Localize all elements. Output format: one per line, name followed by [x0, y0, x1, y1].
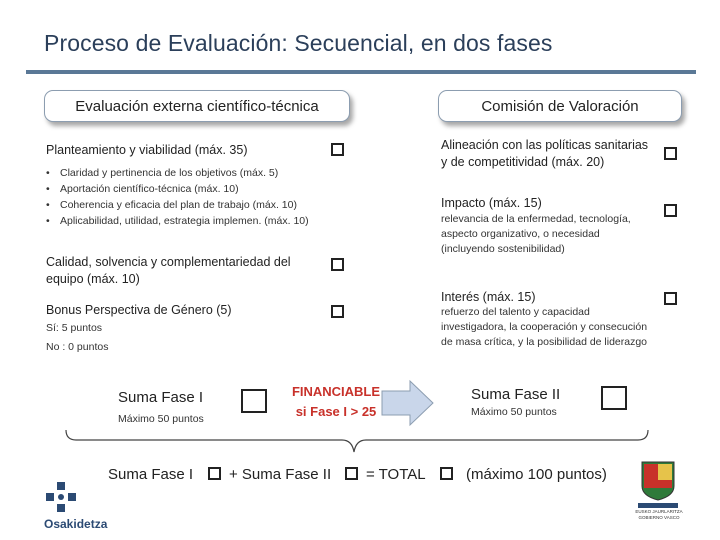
- criterion-interest: Interés (máx. 15): [441, 290, 536, 304]
- total-max: (máximo 100 puntos): [466, 466, 607, 483]
- assessment-committee-header: [438, 90, 682, 122]
- fundable-condition: [284, 382, 388, 422]
- fundable-label: FINANCIABLE: [291, 384, 381, 399]
- phase1-sum-box[interactable]: [241, 389, 267, 413]
- list-item: • Coherencia y eficacia del plan de trabajo (máx. 10): [44, 197, 309, 213]
- basque-government-text: EUSKO JAURLARITZA GOBIERNO VASCO: [635, 509, 683, 520]
- interest-description-line2: investigadora, la cooperación y consecución: [441, 321, 648, 333]
- criterion-alignment-checkbox[interactable]: [664, 147, 677, 160]
- list-item: • Claridad y pertinencia de los objetivos (máx. 5): [44, 165, 309, 181]
- criterion-gender-bonus: Bonus Perspectiva de Género (5): [46, 303, 232, 317]
- criterion-team: [46, 254, 291, 288]
- criterion-team-line1: Calidad, solvencia y complementariedad del: [46, 255, 291, 269]
- total-phase1: Suma Fase I: [108, 466, 194, 483]
- list-item: • Aportación científico-técnica (máx. 10): [44, 181, 309, 197]
- criterion-planning: Planteamiento y viabilidad (máx. 35): [46, 143, 248, 157]
- phase1-sum-label: Suma Fase I: [118, 389, 204, 406]
- interest-description-line3: de masa crítica, y la posibilidad de liderazgo: [441, 336, 648, 348]
- gender-bonus-no: No : 0 puntos: [46, 341, 109, 353]
- impact-description-line1: relevancia de la enfermedad, tecnología,: [441, 213, 631, 225]
- criterion-alignment-line2: y de competitividad (máx. 20): [441, 155, 605, 169]
- total-label: = TOTAL: [366, 466, 426, 483]
- osakidetza-logo-icon: [46, 482, 76, 512]
- criterion-interest-checkbox[interactable]: [664, 292, 677, 305]
- criterion-alignment: [441, 137, 648, 171]
- page-title: Proceso de Evaluación: Secuencial, en dos fases: [44, 30, 553, 56]
- interest-description-line1: refuerzo del talento y capacidad: [441, 306, 590, 318]
- planning-subcriteria-list: [44, 165, 309, 229]
- total-phase2: + Suma Fase II: [229, 466, 332, 483]
- gender-bonus-yes: Sí: 5 puntos: [46, 322, 103, 334]
- external-evaluation-label: Evaluación externa científico-técnica: [75, 97, 319, 115]
- basque-government-emblem-icon: [632, 456, 684, 516]
- phase2-sum-box[interactable]: [601, 386, 627, 410]
- list-item: • Aplicabilidad, utilidad, estrategia implemen. (máx. 10): [44, 213, 309, 229]
- criterion-impact: Impacto (máx. 15): [441, 196, 542, 210]
- impact-description-line2: aspecto organizativo, o necesidad: [441, 228, 600, 240]
- osakidetza-logo-text: Osakidetza: [44, 517, 108, 531]
- criterion-alignment-line1: Alineación con las políticas sanitarias: [441, 138, 649, 152]
- total-phase1-checkbox[interactable]: [208, 467, 221, 480]
- total-phase2-checkbox[interactable]: [345, 467, 358, 480]
- title-divider: [26, 70, 696, 74]
- criterion-planning-checkbox[interactable]: [331, 143, 344, 156]
- interest-description: [441, 305, 647, 350]
- phase2-max-label: Máximo 50 puntos: [471, 406, 557, 418]
- arrow-right-icon: [380, 378, 436, 428]
- total-checkbox[interactable]: [440, 467, 453, 480]
- phase2-sum-label: Suma Fase II: [471, 386, 561, 403]
- criterion-impact-checkbox[interactable]: [664, 204, 677, 217]
- assessment-committee-label: Comisión de Valoración: [481, 97, 639, 115]
- impact-description-line3: (incluyendo sostenibilidad): [441, 243, 565, 255]
- fundable-threshold: si Fase I > 25: [295, 404, 377, 419]
- criterion-team-line2: equipo (máx. 10): [46, 272, 140, 286]
- phase1-max-label: Máximo 50 puntos: [118, 413, 204, 425]
- impact-description: [441, 212, 631, 257]
- brace-icon: [62, 428, 652, 456]
- criterion-team-checkbox[interactable]: [331, 258, 344, 271]
- external-evaluation-header: [44, 90, 350, 122]
- criterion-gender-bonus-checkbox[interactable]: [331, 305, 344, 318]
